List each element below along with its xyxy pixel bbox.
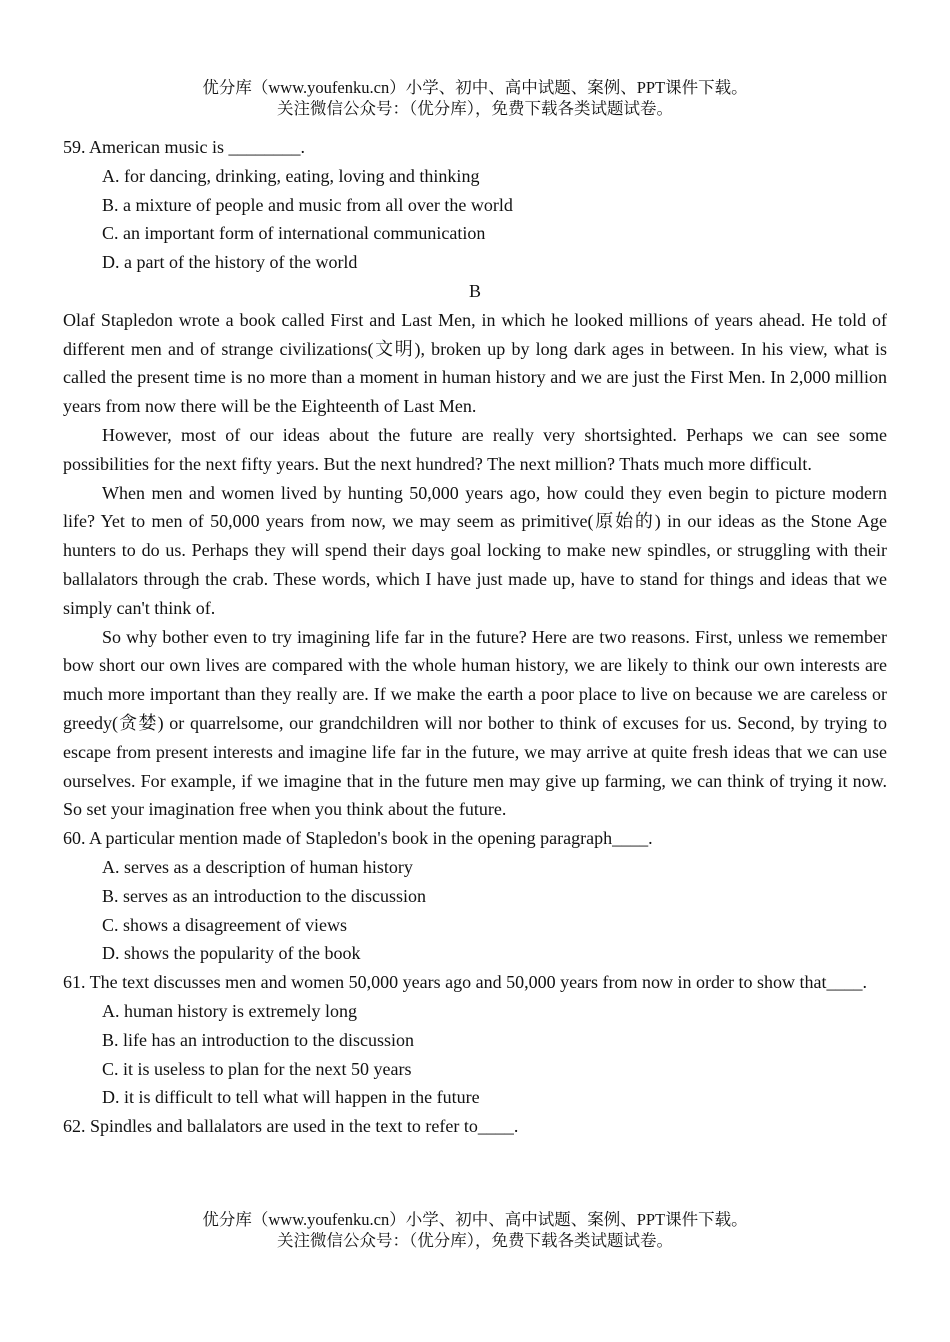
footer-line-2: 关注微信公众号：（优分库），免费下载各类试题试卷。 xyxy=(277,1231,673,1250)
question-60-option-d: D. shows the popularity of the book xyxy=(102,943,361,964)
question-60-option-a: A. serves as a description of human history xyxy=(102,856,413,877)
question-59 xyxy=(63,133,887,277)
page-footer xyxy=(0,1209,950,1251)
question-59-option-a: A. for dancing, drinking, eating, loving and thinking xyxy=(102,165,480,186)
footer-line-1: 优分库（www.youfenku.cn）小学、初中、高中试题、案例、PPT课件下载。 xyxy=(202,1210,748,1229)
question-60-stem: 60. A particular mention made of Stapledon's book in the opening paragraph____. xyxy=(63,828,653,849)
question-62 xyxy=(63,1112,887,1141)
question-60-option-c: C. shows a disagreement of views xyxy=(102,914,347,935)
passage-paragraph-1: Olaf Stapledon wrote a book called First and Last Men, in which he looked millions of years ahead. He told of different men and of strange civilizations(文明), broken up by long dark ages in between. In his view, what is called the present time is no more than a moment in human history and we are just the First Men. In 2,000 million years from now there will be the Eighteenth of Last Men. xyxy=(63,309,887,417)
passage-paragraph-2: However, most of our ideas about the future are really very shortsighted. Perhaps we can see some possibilities for the next fifty years. But the next hundred? The next million? Thats much more difficult. xyxy=(63,424,887,474)
question-60 xyxy=(63,824,887,968)
question-60-option-b: B. serves as an introduction to the discussion xyxy=(102,885,426,906)
page-content xyxy=(63,133,887,1141)
question-59-option-d: D. a part of the history of the world xyxy=(102,252,358,273)
question-59-option-b: B. a mixture of people and music from all over the world xyxy=(102,194,513,215)
reading-passage xyxy=(63,306,887,824)
section-label: B xyxy=(468,280,481,301)
question-61 xyxy=(63,968,887,1112)
passage-paragraph-3: When men and women lived by hunting 50,000 years ago, how could they even begin to picture modern life? Yet to men of 50,000 years from now, we may seem as primitive(原始的) in our ideas as the Stone Age hunters to do us. Perhaps they will spend their days goal locking to make new spindles, or struggling with their ballalators through the crab. These words, which I have just made up, have to stand for things and ideas that we simply can't think of. xyxy=(63,482,887,618)
header-line-2: 关注微信公众号：（优分库），免费下载各类试题试卷。 xyxy=(277,99,673,118)
page-header xyxy=(0,77,950,119)
question-61-stem: 61. The text discusses men and women 50,000 years ago and 50,000 years from now in order to show that____. xyxy=(63,972,868,993)
question-61-option-a: A. human history is extremely long xyxy=(102,1000,357,1021)
question-62-stem: 62. Spindles and ballalators are used in the text to refer to____. xyxy=(63,1116,519,1137)
question-61-option-c: C. it is useless to plan for the next 50 years xyxy=(102,1058,412,1079)
question-61-option-b: B. life has an introduction to the discussion xyxy=(102,1029,414,1050)
header-line-1: 优分库（www.youfenku.cn）小学、初中、高中试题、案例、PPT课件下载。 xyxy=(202,78,748,97)
question-59-option-c: C. an important form of international communication xyxy=(102,223,486,244)
question-61-option-d: D. it is difficult to tell what will happen in the future xyxy=(102,1087,480,1108)
question-59-stem: 59. American music is ________. xyxy=(63,137,305,157)
passage-paragraph-4: So why bother even to try imagining life far in the future? Here are two reasons. First, unless we remember bow short our own lives are compared with the whole human history, we are likely to think our own interests are much more important than they really are. If we make the earth a poor place to live on because we are careless or greedy(贪婪) or quarrelsome, our grandchildren will nor bother to think of excuses for us. Second, by trying to escape from present interests and imagine life far in the future, we may arrive at quite fresh ideas that we can use ourselves. For example, if we imagine that in the future men may give up farming, we can think of trying it now. So set your imagination free when you think about the future. xyxy=(63,626,887,820)
